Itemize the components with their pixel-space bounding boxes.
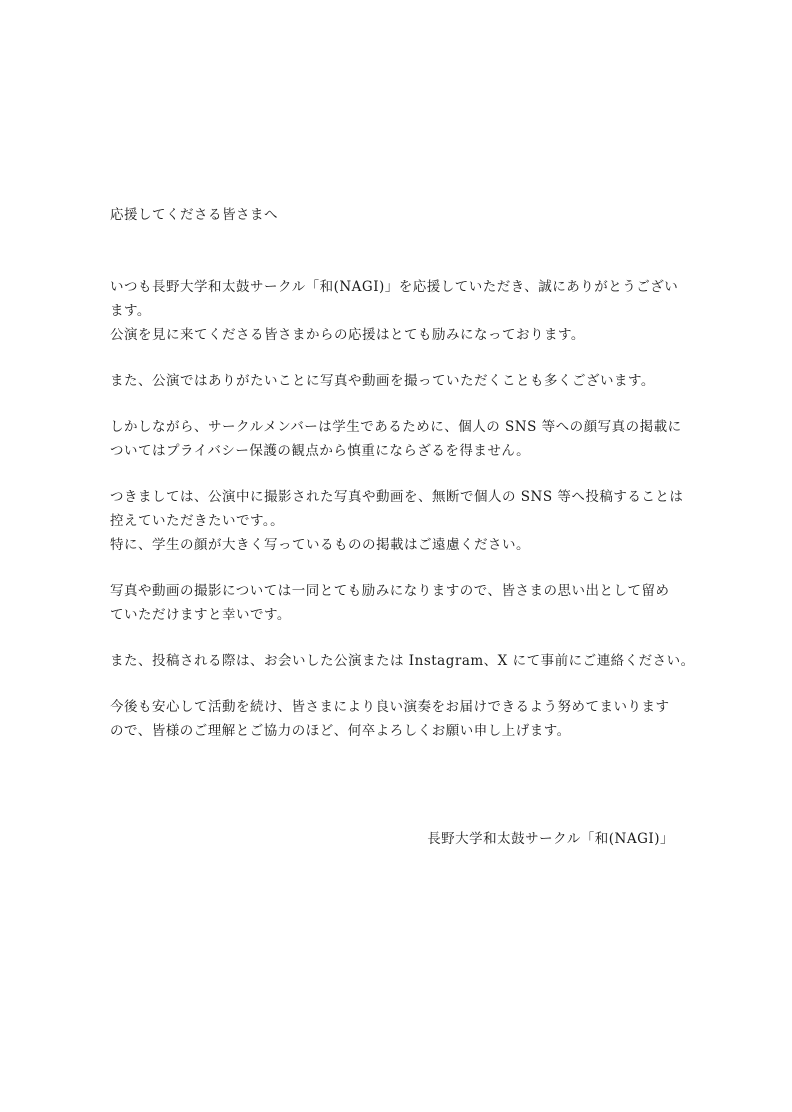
paragraph-line: ていただけますと幸いです。 bbox=[110, 607, 291, 623]
paragraph-line: ます。 bbox=[110, 303, 151, 319]
letter-body bbox=[110, 275, 695, 765]
paragraph-thanks bbox=[110, 275, 680, 347]
paragraph-memories bbox=[110, 579, 680, 627]
paragraph-line: また、公演ではありがたいことに写真や動画を撮っていただくことも多くございます。 bbox=[110, 373, 655, 389]
paragraph-line: 今後も安心して活動を続け、皆さまにより良い演奏をお届けできるよう努めてまいります bbox=[110, 699, 670, 715]
paragraph-line: しかしながら、サークルメンバーは学生であるために、個人の SNS 等への顔写真の掲載に bbox=[110, 419, 682, 435]
paragraph-line: 写真や動画の撮影については一同とても励みになりますので、皆さまの思い出として留め bbox=[110, 583, 670, 599]
paragraph-line: また、投稿される際は、お会いした公演または Instagram、X にて事前にご連絡ください。 bbox=[110, 653, 695, 669]
paragraph-request bbox=[110, 485, 684, 557]
paragraph-line: 公演を見に来てくださる皆さまからの応援はとても励みになっております。 bbox=[110, 327, 585, 343]
paragraph-closing bbox=[110, 695, 680, 743]
paragraph-line: ので、皆様のご理解とご協力のほど、何卒よろしくお願い申し上げます。 bbox=[110, 723, 571, 739]
paragraph-line: ついてはプライバシー保護の観点から慎重にならざるを得ません。 bbox=[110, 443, 531, 459]
paragraph-photos bbox=[110, 369, 680, 393]
paragraph-line: いつも長野大学和太鼓サークル「和(NAGI)」を応援していただき、誠にありがとうござい bbox=[110, 279, 679, 295]
paragraph-line: つきましては、公演中に撮影された写真や動画を、無断で個人の SNS 等へ投稿することは bbox=[110, 489, 684, 505]
paragraph-line: 控えていただきたいです。。 bbox=[110, 513, 285, 529]
salutation: 応援してくださる皆さまへ bbox=[110, 207, 278, 223]
paragraph-contact bbox=[110, 649, 695, 673]
signature: 長野大学和太鼓サークル「和(NAGI)」 bbox=[427, 831, 674, 847]
paragraph-line: 特に、学生の顔が大きく写っているものの掲載はご遠慮ください。 bbox=[110, 537, 530, 553]
paragraph-privacy bbox=[110, 415, 680, 463]
